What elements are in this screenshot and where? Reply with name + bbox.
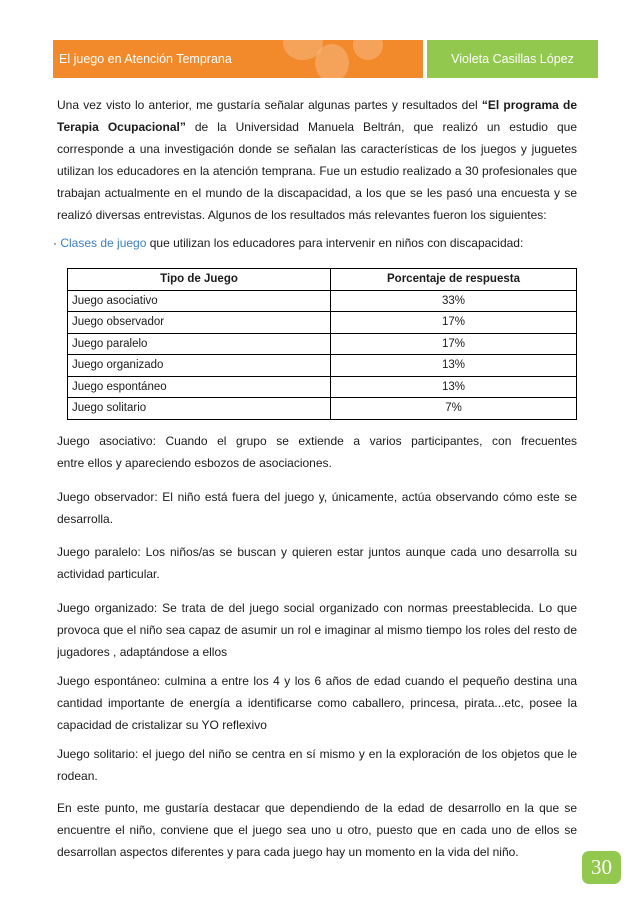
- intro-paragraph: [57, 94, 577, 226]
- paragraph-organized: [57, 597, 577, 663]
- header-title: El juego en Atención Temprana: [59, 52, 232, 66]
- table-row: [68, 376, 577, 398]
- cell-percent: 13%: [331, 376, 577, 398]
- text-line: rodean.: [57, 769, 98, 783]
- text-line: encuentre el niño, conviene que el juego sea uno u otro, puesto que en cada uno de ellos se: [57, 823, 577, 837]
- text-line: entre ellos y apareciendo esbozos de asociaciones.: [57, 456, 332, 470]
- table-row: [68, 398, 577, 420]
- paragraph-associative: [57, 430, 577, 474]
- header-author: Violeta Casillas López: [451, 52, 574, 66]
- column-header-percent: Porcentaje de respuesta: [331, 269, 577, 291]
- header-title-bar: [53, 40, 423, 78]
- cell-type: Juego solitario: [68, 398, 331, 420]
- cell-type: Juego asociativo: [68, 290, 331, 312]
- text-line: jugadores , adaptándose a ellos: [57, 645, 228, 659]
- intro-line: realizó diversas entrevistas. Algunos de los resultados más relevantes fueron los siguientes:: [57, 208, 547, 222]
- paragraph-spontaneous: [57, 670, 577, 736]
- intro-line: trabajan actualmente en el mundo de la discapacidad, a los que se les pasó una encuesta y se: [57, 186, 577, 200]
- intro-line: Una vez visto lo anterior, me gustaría señalar algunas partes y resultados del “El programa de: [57, 98, 577, 112]
- intro-line: Terapia Ocupacional” de la Universidad Manuela Beltrán, que realizó un estudio que: [57, 120, 577, 134]
- text-line: cantidad importante de energía a identificarse como caballero, princesa, pirata...etc, posee la: [57, 696, 577, 710]
- cell-type: Juego observador: [68, 312, 331, 334]
- highlight-link[interactable]: Clases de juego: [60, 236, 147, 250]
- cell-percent: 7%: [331, 398, 577, 420]
- cell-percent: 13%: [331, 355, 577, 377]
- cell-percent: 17%: [331, 333, 577, 355]
- header-author-bar: [427, 40, 598, 78]
- column-header-type: Tipo de Juego: [68, 269, 331, 291]
- table-row: [68, 355, 577, 377]
- paragraph-solitary: [57, 743, 577, 787]
- table-row: [68, 312, 577, 334]
- cell-type: Juego espontáneo: [68, 376, 331, 398]
- paragraph-conclusion: [57, 797, 577, 863]
- intro-line: corresponde a una investigación donde se señalan las características de los juegos y juguetes: [57, 142, 577, 156]
- text-line: Juego observador: El niño está fuera del juego y, únicamente, actúa observando cómo este se: [57, 490, 577, 504]
- paragraph-observer: [57, 486, 577, 530]
- bullet-line: [53, 235, 523, 251]
- table-header-row: [68, 269, 577, 291]
- text-line: actividad particular.: [57, 567, 160, 581]
- text-line: Juego organizado: Se trata de del juego social organizado con normas preestablecida. Lo que: [57, 601, 577, 615]
- cell-percent: 17%: [331, 312, 577, 334]
- text-line: Juego espontáneo: culmina a entre los 4 y los 6 años de edad cuando el pequeño destina una: [57, 674, 577, 688]
- text-line: Juego paralelo: Los niños/as se buscan y quieren estar juntos aunque cada uno desarrolla su: [57, 545, 577, 559]
- table-row: [68, 290, 577, 312]
- cell-type: Juego paralelo: [68, 333, 331, 355]
- bullet-text: que utilizan los educadores para intervenir en niños con discapacidad:: [146, 236, 524, 250]
- page-header: [53, 40, 598, 78]
- cell-type: Juego organizado: [68, 355, 331, 377]
- table-row: [68, 333, 577, 355]
- text-line: desarrollan aspectos diferentes y para cada juego hay un momento en la vida del niño.: [57, 845, 519, 859]
- text-line: En este punto, me gustaría destacar que dependiendo de la edad de desarrollo en la que se: [57, 801, 577, 815]
- text-line: provoca que el niño sea capaz de asumir un rol e imaginar al mismo tiempo los roles del resto de: [57, 623, 577, 637]
- cell-percent: 33%: [331, 290, 577, 312]
- text-line: desarrolla.: [57, 512, 114, 526]
- bullet-marker: ·: [53, 236, 57, 250]
- intro-line: utilizan los educadores en la atención temprana. Fue un estudio realizado a 30 profesionales que: [57, 164, 577, 178]
- text-line: Juego solitario: el juego del niño se centra en sí mismo y en la exploración de los objetos que le: [57, 747, 577, 761]
- text-line: Juego asociativo: Cuando el grupo se extiende a varios participantes, con frecuentes: [57, 434, 577, 448]
- text-line: capacidad de cristalizar su YO reflexivo: [57, 718, 267, 732]
- play-types-table: [67, 268, 577, 420]
- page-number-badge: 30: [582, 851, 621, 884]
- paragraph-parallel: [57, 541, 577, 585]
